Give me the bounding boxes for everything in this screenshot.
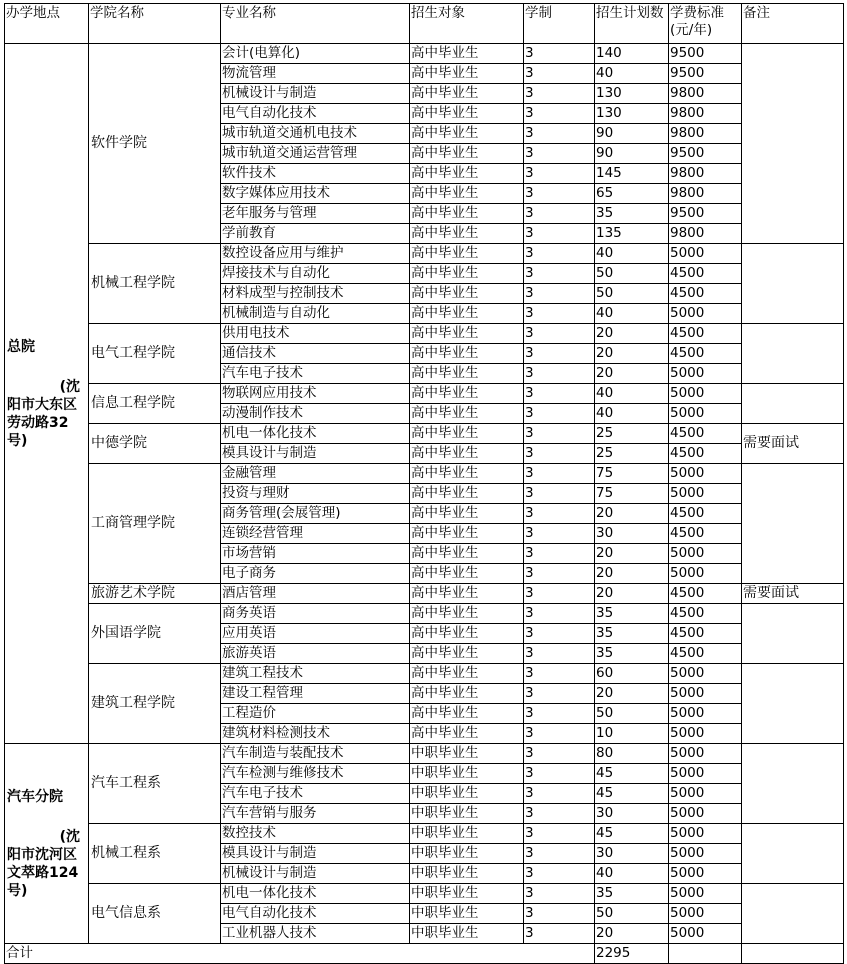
major-name: 材料成型与控制技术	[221, 284, 410, 304]
table-row	[5, 884, 844, 904]
major-name: 电气自动化技术	[221, 104, 410, 124]
enrollment-plan: 20	[595, 924, 669, 944]
target-group: 高中毕业生	[410, 64, 524, 84]
tuition-fee: 5000	[669, 804, 742, 824]
campus-address-first: (沈	[59, 378, 80, 395]
table-row	[5, 44, 844, 64]
target-group: 高中毕业生	[410, 204, 524, 224]
enrollment-plan: 20	[595, 544, 669, 564]
target-group: 高中毕业生	[410, 464, 524, 484]
tuition-fee: 5000	[669, 404, 742, 424]
table-row	[5, 324, 844, 344]
major-name: 旅游英语	[221, 644, 410, 664]
tuition-fee: 5000	[669, 544, 742, 564]
target-group: 高中毕业生	[410, 264, 524, 284]
major-name: 汽车电子技术	[221, 784, 410, 804]
tuition-fee: 9500	[669, 44, 742, 64]
college-note: 需要面试	[742, 424, 844, 464]
enrollment-plan: 10	[595, 724, 669, 744]
enrollment-plan: 40	[595, 384, 669, 404]
target-group: 中职毕业生	[410, 884, 524, 904]
enrollment-plan: 20	[595, 684, 669, 704]
major-name: 电子商务	[221, 564, 410, 584]
college-note: 需要面试	[742, 584, 844, 604]
program-years: 3	[524, 664, 595, 684]
tuition-fee: 4500	[669, 604, 742, 624]
college-note	[742, 324, 844, 384]
target-group: 高中毕业生	[410, 164, 524, 184]
tuition-fee: 9800	[669, 104, 742, 124]
tuition-fee: 5000	[669, 464, 742, 484]
major-name: 数控设备应用与维护	[221, 244, 410, 264]
college-name: 旅游艺术学院	[89, 584, 221, 604]
college-name: 汽车工程系	[89, 744, 221, 824]
total-label: 合计	[5, 944, 595, 964]
enrollment-plan: 20	[595, 584, 669, 604]
target-group: 高中毕业生	[410, 384, 524, 404]
program-years: 3	[524, 864, 595, 884]
target-group: 高中毕业生	[410, 504, 524, 524]
enrollment-plan: 35	[595, 644, 669, 664]
major-name: 酒店管理	[221, 584, 410, 604]
college-note	[742, 664, 844, 744]
target-group: 高中毕业生	[410, 444, 524, 464]
total-note-empty	[742, 944, 844, 964]
target-group: 高中毕业生	[410, 144, 524, 164]
program-years: 3	[524, 284, 595, 304]
tuition-fee: 5000	[669, 884, 742, 904]
target-group: 高中毕业生	[410, 324, 524, 344]
target-group: 中职毕业生	[410, 804, 524, 824]
program-years: 3	[524, 704, 595, 724]
enrollment-plan: 40	[595, 64, 669, 84]
target-group: 中职毕业生	[410, 924, 524, 944]
enrollment-plan: 20	[595, 364, 669, 384]
tuition-fee: 9800	[669, 124, 742, 144]
table-row	[5, 604, 844, 624]
tuition-fee: 5000	[669, 384, 742, 404]
major-name: 汽车制造与装配技术	[221, 744, 410, 764]
target-group: 高中毕业生	[410, 84, 524, 104]
major-name: 建筑工程技术	[221, 664, 410, 684]
tuition-fee: 5000	[669, 704, 742, 724]
program-years: 3	[524, 64, 595, 84]
program-years: 3	[524, 904, 595, 924]
target-group: 高中毕业生	[410, 644, 524, 664]
target-group: 高中毕业生	[410, 304, 524, 324]
college-name: 软件学院	[89, 44, 221, 244]
target-group: 高中毕业生	[410, 684, 524, 704]
major-name: 汽车营销与服务	[221, 804, 410, 824]
major-name: 市场营销	[221, 544, 410, 564]
campus-name: 总院	[7, 338, 35, 355]
major-name: 物流管理	[221, 64, 410, 84]
college-name: 电气信息系	[89, 884, 221, 944]
enrollment-plan: 30	[595, 804, 669, 824]
college-name: 机械工程系	[89, 824, 221, 884]
campus-cell	[5, 744, 89, 944]
tuition-fee: 4500	[669, 644, 742, 664]
tuition-fee: 4500	[669, 504, 742, 524]
target-group: 高中毕业生	[410, 664, 524, 684]
target-group: 高中毕业生	[410, 184, 524, 204]
program-years: 3	[524, 784, 595, 804]
program-years: 3	[524, 104, 595, 124]
major-name: 机电一体化技术	[221, 884, 410, 904]
major-name: 建设工程管理	[221, 684, 410, 704]
target-group: 中职毕业生	[410, 744, 524, 764]
program-years: 3	[524, 504, 595, 524]
program-years: 3	[524, 444, 595, 464]
college-note	[742, 604, 844, 664]
tuition-fee: 5000	[669, 924, 742, 944]
campus-address-first: (沈	[59, 828, 80, 845]
program-years: 3	[524, 164, 595, 184]
target-group: 高中毕业生	[410, 424, 524, 444]
target-group: 高中毕业生	[410, 364, 524, 384]
college-name: 机械工程学院	[89, 244, 221, 324]
target-group: 高中毕业生	[410, 604, 524, 624]
tuition-fee: 5000	[669, 904, 742, 924]
major-name: 城市轨道交通运营管理	[221, 144, 410, 164]
major-name: 数字媒体应用技术	[221, 184, 410, 204]
tuition-fee: 9500	[669, 144, 742, 164]
major-name: 城市轨道交通机电技术	[221, 124, 410, 144]
tuition-fee: 4500	[669, 324, 742, 344]
major-name: 物联网应用技术	[221, 384, 410, 404]
tuition-fee: 4500	[669, 424, 742, 444]
major-name: 商务英语	[221, 604, 410, 624]
table-row	[5, 824, 844, 844]
campus-cell	[5, 44, 89, 744]
major-name: 模具设计与制造	[221, 844, 410, 864]
college-note	[742, 824, 844, 884]
tuition-fee: 5000	[669, 364, 742, 384]
major-name: 投资与理财	[221, 484, 410, 504]
target-group: 中职毕业生	[410, 844, 524, 864]
header-row	[5, 4, 844, 44]
table-row	[5, 244, 844, 264]
table-body	[5, 44, 844, 944]
header-major: 专业名称	[221, 4, 410, 44]
program-years: 3	[524, 124, 595, 144]
program-years: 3	[524, 464, 595, 484]
college-note	[742, 744, 844, 824]
enrollment-plan: 20	[595, 324, 669, 344]
enrollment-plan: 40	[595, 864, 669, 884]
tuition-fee: 4500	[669, 444, 742, 464]
enrollment-plan: 25	[595, 424, 669, 444]
enrollment-plan: 35	[595, 204, 669, 224]
tuition-fee: 5000	[669, 244, 742, 264]
program-years: 3	[524, 884, 595, 904]
program-years: 3	[524, 584, 595, 604]
enrollment-plan: 25	[595, 444, 669, 464]
tuition-fee: 4500	[669, 624, 742, 644]
tuition-fee: 5000	[669, 724, 742, 744]
program-years: 3	[524, 564, 595, 584]
program-years: 3	[524, 744, 595, 764]
program-years: 3	[524, 84, 595, 104]
tuition-fee: 5000	[669, 564, 742, 584]
college-note	[742, 44, 844, 244]
major-name: 通信技术	[221, 344, 410, 364]
college-name: 工商管理学院	[89, 464, 221, 584]
major-name: 机械设计与制造	[221, 864, 410, 884]
enrollment-plan: 65	[595, 184, 669, 204]
enrollment-plan: 140	[595, 44, 669, 64]
tuition-fee: 4500	[669, 584, 742, 604]
table-row	[5, 384, 844, 404]
enrollment-plan: 35	[595, 624, 669, 644]
tuition-fee: 5000	[669, 764, 742, 784]
target-group: 高中毕业生	[410, 524, 524, 544]
target-group: 高中毕业生	[410, 544, 524, 564]
target-group: 高中毕业生	[410, 724, 524, 744]
tuition-fee: 5000	[669, 684, 742, 704]
program-years: 3	[524, 364, 595, 384]
major-name: 会计(电算化)	[221, 44, 410, 64]
enrollment-plan: 20	[595, 344, 669, 364]
table-row	[5, 584, 844, 604]
enrollment-plan: 80	[595, 744, 669, 764]
target-group: 高中毕业生	[410, 44, 524, 64]
enrollment-plan: 50	[595, 904, 669, 924]
tuition-fee: 5000	[669, 484, 742, 504]
table-row	[5, 464, 844, 484]
table-row	[5, 664, 844, 684]
header-location: 办学地点	[5, 4, 89, 44]
target-group: 中职毕业生	[410, 784, 524, 804]
enrollment-table	[4, 3, 844, 964]
total-row	[5, 944, 844, 964]
target-group: 中职毕业生	[410, 864, 524, 884]
college-note	[742, 384, 844, 424]
program-years: 3	[524, 544, 595, 564]
total-plan: 2295	[595, 944, 669, 964]
tuition-fee: 9800	[669, 164, 742, 184]
college-name: 信息工程学院	[89, 384, 221, 424]
enrollment-plan: 45	[595, 824, 669, 844]
target-group: 高中毕业生	[410, 704, 524, 724]
enrollment-plan: 50	[595, 704, 669, 724]
enrollment-plan: 35	[595, 884, 669, 904]
campus-address: 阳市大东区劳动路32号)	[7, 396, 77, 449]
program-years: 3	[524, 824, 595, 844]
program-years: 3	[524, 724, 595, 744]
tuition-fee: 5000	[669, 304, 742, 324]
program-years: 3	[524, 404, 595, 424]
tuition-fee: 4500	[669, 284, 742, 304]
tuition-fee: 4500	[669, 524, 742, 544]
tuition-fee: 4500	[669, 264, 742, 284]
college-name: 电气工程学院	[89, 324, 221, 384]
enrollment-plan: 20	[595, 504, 669, 524]
major-name: 应用英语	[221, 624, 410, 644]
enrollment-plan: 75	[595, 464, 669, 484]
program-years: 3	[524, 244, 595, 264]
header-fee: 学费标准(元/年)	[669, 4, 742, 44]
program-years: 3	[524, 324, 595, 344]
enrollment-plan: 50	[595, 264, 669, 284]
header-note: 备注	[742, 4, 844, 44]
target-group: 高中毕业生	[410, 124, 524, 144]
program-years: 3	[524, 184, 595, 204]
major-name: 电气自动化技术	[221, 904, 410, 924]
enrollment-plan: 45	[595, 784, 669, 804]
program-years: 3	[524, 224, 595, 244]
tuition-fee: 9800	[669, 224, 742, 244]
program-years: 3	[524, 604, 595, 624]
major-name: 老年服务与管理	[221, 204, 410, 224]
college-note	[742, 884, 844, 944]
program-years: 3	[524, 804, 595, 824]
enrollment-plan: 135	[595, 224, 669, 244]
major-name: 模具设计与制造	[221, 444, 410, 464]
enrollment-plan: 130	[595, 84, 669, 104]
enrollment-plan: 145	[595, 164, 669, 184]
major-name: 工程造价	[221, 704, 410, 724]
major-name: 数控技术	[221, 824, 410, 844]
campus-name: 汽车分院	[7, 788, 63, 805]
enrollment-plan: 90	[595, 124, 669, 144]
program-years: 3	[524, 484, 595, 504]
college-name: 建筑工程学院	[89, 664, 221, 744]
target-group: 高中毕业生	[410, 584, 524, 604]
enrollment-plan: 130	[595, 104, 669, 124]
program-years: 3	[524, 44, 595, 64]
tuition-fee: 9800	[669, 184, 742, 204]
major-name: 机电一体化技术	[221, 424, 410, 444]
program-years: 3	[524, 624, 595, 644]
table-row	[5, 744, 844, 764]
enrollment-plan: 60	[595, 664, 669, 684]
college-note	[742, 244, 844, 324]
tuition-fee: 5000	[669, 844, 742, 864]
target-group: 中职毕业生	[410, 904, 524, 924]
header-plan: 招生计划数	[595, 4, 669, 44]
program-years: 3	[524, 344, 595, 364]
target-group: 高中毕业生	[410, 564, 524, 584]
tuition-fee: 5000	[669, 784, 742, 804]
target-group: 高中毕业生	[410, 284, 524, 304]
enrollment-plan: 40	[595, 404, 669, 424]
target-group: 高中毕业生	[410, 404, 524, 424]
target-group: 高中毕业生	[410, 344, 524, 364]
major-name: 汽车电子技术	[221, 364, 410, 384]
major-name: 软件技术	[221, 164, 410, 184]
college-name: 外国语学院	[89, 604, 221, 664]
target-group: 高中毕业生	[410, 624, 524, 644]
program-years: 3	[524, 264, 595, 284]
program-years: 3	[524, 524, 595, 544]
major-name: 机械制造与自动化	[221, 304, 410, 324]
tuition-fee: 5000	[669, 744, 742, 764]
major-name: 金融管理	[221, 464, 410, 484]
major-name: 焊接技术与自动化	[221, 264, 410, 284]
enrollment-plan: 45	[595, 764, 669, 784]
enrollment-plan: 75	[595, 484, 669, 504]
enrollment-plan: 20	[595, 564, 669, 584]
tuition-fee: 5000	[669, 824, 742, 844]
tuition-fee: 9500	[669, 204, 742, 224]
college-name: 中德学院	[89, 424, 221, 464]
total-fee-empty	[669, 944, 742, 964]
major-name: 工业机器人技术	[221, 924, 410, 944]
college-note	[742, 464, 844, 584]
program-years: 3	[524, 144, 595, 164]
major-name: 机械设计与制造	[221, 84, 410, 104]
target-group: 高中毕业生	[410, 484, 524, 504]
target-group: 高中毕业生	[410, 104, 524, 124]
major-name: 汽车检测与维修技术	[221, 764, 410, 784]
table-row	[5, 424, 844, 444]
program-years: 3	[524, 924, 595, 944]
program-years: 3	[524, 304, 595, 324]
program-years: 3	[524, 424, 595, 444]
target-group: 中职毕业生	[410, 764, 524, 784]
enrollment-plan: 40	[595, 244, 669, 264]
tuition-fee: 5000	[669, 864, 742, 884]
header-years: 学制	[524, 4, 595, 44]
target-group: 中职毕业生	[410, 824, 524, 844]
tuition-fee: 5000	[669, 664, 742, 684]
enrollment-plan: 30	[595, 844, 669, 864]
program-years: 3	[524, 204, 595, 224]
major-name: 学前教育	[221, 224, 410, 244]
campus-address: 阳市沈河区文萃路124号)	[7, 846, 79, 899]
tuition-fee: 9500	[669, 64, 742, 84]
header-college: 学院名称	[89, 4, 221, 44]
tuition-fee: 4500	[669, 344, 742, 364]
tuition-fee: 9800	[669, 84, 742, 104]
major-name: 建筑材料检测技术	[221, 724, 410, 744]
major-name: 动漫制作技术	[221, 404, 410, 424]
program-years: 3	[524, 644, 595, 664]
major-name: 连锁经营管理	[221, 524, 410, 544]
program-years: 3	[524, 764, 595, 784]
enrollment-plan: 35	[595, 604, 669, 624]
enrollment-plan: 40	[595, 304, 669, 324]
enrollment-plan: 90	[595, 144, 669, 164]
header-target: 招生对象	[410, 4, 524, 44]
major-name: 商务管理(会展管理)	[221, 504, 410, 524]
program-years: 3	[524, 844, 595, 864]
program-years: 3	[524, 684, 595, 704]
major-name: 供用电技术	[221, 324, 410, 344]
program-years: 3	[524, 384, 595, 404]
target-group: 高中毕业生	[410, 244, 524, 264]
enrollment-plan: 30	[595, 524, 669, 544]
enrollment-plan: 50	[595, 284, 669, 304]
target-group: 高中毕业生	[410, 224, 524, 244]
